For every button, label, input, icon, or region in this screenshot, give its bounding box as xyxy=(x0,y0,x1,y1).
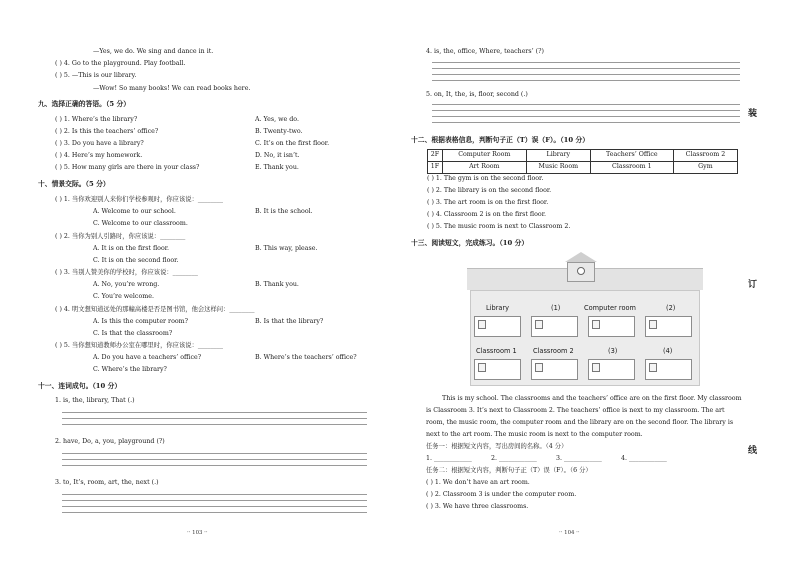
binding-mark: 订 xyxy=(748,280,758,290)
room-label: Library xyxy=(486,304,510,312)
section-12-title: 十二、根据表格信息，判断句子正（T）误（F）。（10 分） xyxy=(411,136,590,144)
sec9-answer: A. Yes, we do. xyxy=(255,116,299,123)
page-number: ·· 104 ·· xyxy=(559,530,580,536)
section-11-title: 十一、连词成句。（10 分） xyxy=(38,382,122,390)
answer-line[interactable] xyxy=(432,116,740,117)
binding-mark: 线 xyxy=(748,446,758,456)
sec10-question: ( ) 5. 当你想知道教师办公室在哪里时，你应该说：________ xyxy=(55,342,224,349)
sec9-answer: D. No, it isn’t. xyxy=(255,152,300,159)
room-window xyxy=(588,316,635,337)
table-cell: Gym xyxy=(673,162,737,174)
table-cell: Art Room xyxy=(442,162,526,174)
room-label: (4) xyxy=(663,347,673,355)
sec12-statement: ( ) 1. The gym is on the second floor. xyxy=(427,175,544,182)
sec9-question: ( ) 4. Here’s my homework. xyxy=(55,152,143,159)
answer-line[interactable] xyxy=(62,412,367,413)
sec10-option: C. It is on the second floor. xyxy=(93,257,179,264)
school-roof-peak xyxy=(565,252,597,262)
sec11-prompt: 4. is, the, office, Where, teachers’ (?) xyxy=(426,48,544,55)
sec12-statement: ( ) 3. The art room is on the first floor. xyxy=(427,199,549,206)
sec10-option: B. It is the school. xyxy=(255,208,313,215)
sec10-option: C. Welcome to our classroom. xyxy=(93,220,188,227)
sec10-option: C. You’re welcome. xyxy=(93,293,154,300)
judgement-line: ( ) 2. Classroom 3 is under the computer room. xyxy=(426,491,577,498)
room-window xyxy=(531,359,578,380)
room-window xyxy=(645,316,692,337)
sec9-question: ( ) 1. Where’s the library? xyxy=(55,116,138,123)
passage-line: room, the music room, the computer room and the library are on the second floor. The library is xyxy=(426,419,734,426)
answer-line[interactable] xyxy=(62,424,367,425)
sec11-prompt: 2. have, Do, a, you, playground (?) xyxy=(55,438,165,445)
sec10-option: B. Where’s the teachers’ office? xyxy=(255,354,357,361)
blank-1[interactable]: 1. ____________ xyxy=(426,455,472,462)
answer-line[interactable] xyxy=(432,68,740,69)
sec9-answer: B. Twenty-two. xyxy=(255,128,303,135)
answer-line[interactable] xyxy=(432,122,740,123)
table-cell: Classroom 2 xyxy=(673,150,737,162)
passage-line: next to the art room. The music room is next to the computer room. xyxy=(426,431,643,438)
sec10-option: A. Is this the computer room? xyxy=(93,318,189,325)
sec10-option: A. Do you have a teachers’ office? xyxy=(93,354,202,361)
judgement-line: ( ) 1. We don’t have an art room. xyxy=(426,479,530,486)
answer-line[interactable] xyxy=(432,62,740,63)
sec10-question: ( ) 4. 明文想知道远处的那幢高楼是否是图书馆，他会这样问：________ xyxy=(55,306,255,313)
answer-line[interactable] xyxy=(62,500,367,501)
answer-line[interactable] xyxy=(432,110,740,111)
room-label: Classroom 2 xyxy=(533,347,574,355)
table-row xyxy=(428,150,738,162)
sec12-statement: ( ) 4. Classroom 2 is on the first floor. xyxy=(427,211,547,218)
sec11-prompt: 1. is, the, library, That (.) xyxy=(55,397,135,404)
clock-icon xyxy=(577,267,585,275)
room-window xyxy=(588,359,635,380)
table-cell: Classroom 1 xyxy=(590,162,673,174)
section-13-title: 十三、阅读短文，完成练习。（10 分） xyxy=(411,239,529,247)
sec9-answer: C. It’s on the first floor. xyxy=(255,140,330,147)
room-label: (1) xyxy=(551,304,561,312)
answer-line[interactable] xyxy=(62,494,367,495)
sec9-question: ( ) 2. Is this the teachers’ office? xyxy=(55,128,159,135)
sec10-option: B. Is that the library? xyxy=(255,318,324,325)
page-number: ·· 103 ·· xyxy=(187,530,208,536)
room-label: Computer room xyxy=(584,304,636,312)
question-line: ( ) 5. —This is our library. xyxy=(55,72,137,79)
table-cell: Computer Room xyxy=(442,150,526,162)
room-label: (2) xyxy=(666,304,676,312)
blank-3[interactable]: 3. ____________ xyxy=(556,455,602,462)
question-line: ( ) 4. Go to the playground. Play football. xyxy=(55,60,186,67)
room-window xyxy=(531,316,578,337)
sec10-question: ( ) 3. 当别人赞美你的学校时，你应该说：________ xyxy=(55,269,198,276)
dialog-line: —Wow! So many books! We can read books here. xyxy=(93,85,251,92)
answer-line[interactable] xyxy=(432,74,740,75)
room-window xyxy=(645,359,692,380)
passage-line: This is my school. The classrooms and the teachers’ office are on the first floor. My classroom xyxy=(442,395,742,402)
sec10-option: A. No, you’re wrong. xyxy=(93,281,160,288)
table-cell: Library xyxy=(526,150,590,162)
sec10-question: ( ) 1. 当你欢迎别人来你们学校参观时，你应该说：________ xyxy=(55,196,224,203)
answer-line[interactable] xyxy=(62,453,367,454)
answer-line[interactable] xyxy=(62,459,367,460)
section-9-title: 九、选择正确的答语。（5 分） xyxy=(38,100,131,108)
sec9-answer: E. Thank you. xyxy=(255,164,299,171)
room-window xyxy=(474,359,521,380)
sec10-option: C. Is that the classroom? xyxy=(93,330,173,337)
sec10-question: ( ) 2. 当你为别人引路时，你应该说：________ xyxy=(55,233,186,240)
sec10-option: A. It is on the first floor. xyxy=(93,245,170,252)
table-cell: Music Room xyxy=(526,162,590,174)
sec9-question: ( ) 3. Do you have a library? xyxy=(55,140,144,147)
answer-line[interactable] xyxy=(62,512,367,513)
table-cell: 2F xyxy=(428,150,443,162)
sec11-prompt: 3. to, It’s, room, art, the, next (.) xyxy=(55,479,159,486)
table-cell: 1F xyxy=(428,162,443,174)
sec9-question: ( ) 5. How many girls are there in your class? xyxy=(55,164,200,171)
task-1-title: 任务一：根据短文内容，写出房间的名称。（4 分） xyxy=(426,443,568,450)
blank-4[interactable]: 4. ____________ xyxy=(621,455,667,462)
sec10-option: C. Where’s the library? xyxy=(93,366,167,373)
sec10-option: B. Thank you. xyxy=(255,281,299,288)
answer-line[interactable] xyxy=(62,506,367,507)
judgement-line: ( ) 3. We have three classrooms. xyxy=(426,503,529,510)
sec11-prompt: 5. on, It, the, is, floor, second (.) xyxy=(426,91,528,98)
sec10-option: A. Welcome to our school. xyxy=(93,208,176,215)
task-2-title: 任务二：根据短文内容，判断句子正（T）误（F）。（6 分） xyxy=(426,467,592,474)
blank-2[interactable]: 2. ____________ xyxy=(491,455,537,462)
room-label: Classroom 1 xyxy=(476,347,517,355)
answer-line[interactable] xyxy=(432,80,740,81)
sec12-statement: ( ) 2. The library is on the second floor. xyxy=(427,187,552,194)
passage-line: is Classroom 3. It’s next to Classroom 2. The teachers’ office is next to my classroom. The art xyxy=(426,407,725,414)
sec10-option: B. This way, please. xyxy=(255,245,318,252)
binding-mark: 装 xyxy=(748,109,758,119)
sec12-statement: ( ) 5. The music room is next to Classroom 2. xyxy=(427,223,571,230)
section-10-title: 十、情景交际。（5 分） xyxy=(38,180,110,188)
room-label: (3) xyxy=(608,347,618,355)
table-cell: Teachers’ Office xyxy=(590,150,673,162)
answer-line[interactable] xyxy=(432,104,740,105)
table-row xyxy=(428,162,738,174)
answer-line[interactable] xyxy=(62,465,367,466)
floor-table xyxy=(427,149,738,174)
room-window xyxy=(474,316,521,337)
dialog-line: —Yes, we do. We sing and dance in it. xyxy=(93,48,214,55)
answer-line[interactable] xyxy=(62,418,367,419)
